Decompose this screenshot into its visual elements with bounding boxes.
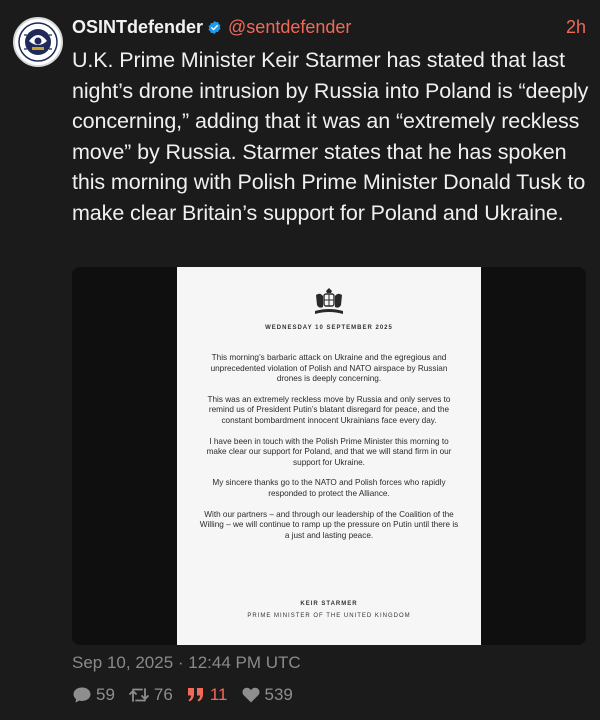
- tweet-text: U.K. Prime Minister Keir Starmer has stated that last night’s drone intrusion by Russia into Poland is “deeply concerning,” adding that it was an “extremely reckless move” by Russia. Starmer states that he has spoken this morning with Polish Prime Minister Donald Tusk to make clear Britain’s support for Poland and Ukraine.: [72, 48, 589, 225]
- statement-paragraph: My sincere thanks go to the NATO and Polish forces who rapidly responded to protect the Alliance.: [212, 478, 446, 498]
- statement-body: [199, 353, 459, 551]
- tweet-header: [72, 16, 586, 38]
- author-name[interactable]: OSINTdefender: [72, 16, 204, 37]
- retweet-icon: [128, 686, 150, 704]
- reply-stat[interactable]: [72, 685, 115, 705]
- statement-paragraph: This morning’s barbaric attack on Ukraine and the egregious and unprecedented violation of Polish and NATO airspace by Russian drones is deeply concerning.: [210, 353, 448, 384]
- statement-signature-role: PRIME MINISTER OF THE UNITED KINGDOM: [247, 613, 411, 619]
- like-stat[interactable]: [241, 685, 293, 705]
- like-count: 539: [264, 685, 293, 704]
- quote-count: 11: [209, 685, 228, 704]
- tweet-media[interactable]: [72, 267, 586, 645]
- avatar[interactable]: [13, 17, 63, 67]
- retweet-count: 76: [153, 685, 173, 704]
- royal-coat-of-arms-icon: [312, 287, 346, 317]
- like-icon: [241, 686, 261, 704]
- statement-date: WEDNESDAY 10 SEPTEMBER 2025: [265, 325, 393, 331]
- author-handle[interactable]: @sentdefender: [228, 16, 352, 37]
- quote-icon: [186, 686, 206, 704]
- statement-paragraph: I have been in touch with the Polish Prime Minister this morning to make clear our support for Poland, and that we will stand firm in our support for Ukraine.: [206, 436, 452, 467]
- verified-badge-icon: [207, 20, 222, 35]
- engagement-stats: [72, 684, 306, 706]
- statement-signature: KEIR STARMER: [300, 601, 358, 607]
- tweet-timestamp[interactable]: Sep 10, 2025 · 12:44 PM UTC: [72, 653, 301, 672]
- reply-icon: [72, 686, 92, 704]
- quote-stat[interactable]: [186, 685, 228, 705]
- relative-time[interactable]: 2h: [565, 16, 586, 37]
- osintdefender-logo-icon: [15, 19, 61, 65]
- statement-paragraph: This was an extremely reckless move by Russia and only serves to remind us of President Putin’s blatant disregard for peace, and the constant bombardment innocent Ukrainians face every day.: [207, 394, 451, 425]
- statement-paragraph: With our partners – and through our leadership of the Coalition of the Willing – we will continue to ramp up the pressure on Putin until there is a just and lasting peace.: [199, 509, 459, 540]
- retweet-stat[interactable]: [128, 685, 173, 705]
- statement-document: [177, 267, 481, 645]
- reply-count: 59: [96, 685, 115, 704]
